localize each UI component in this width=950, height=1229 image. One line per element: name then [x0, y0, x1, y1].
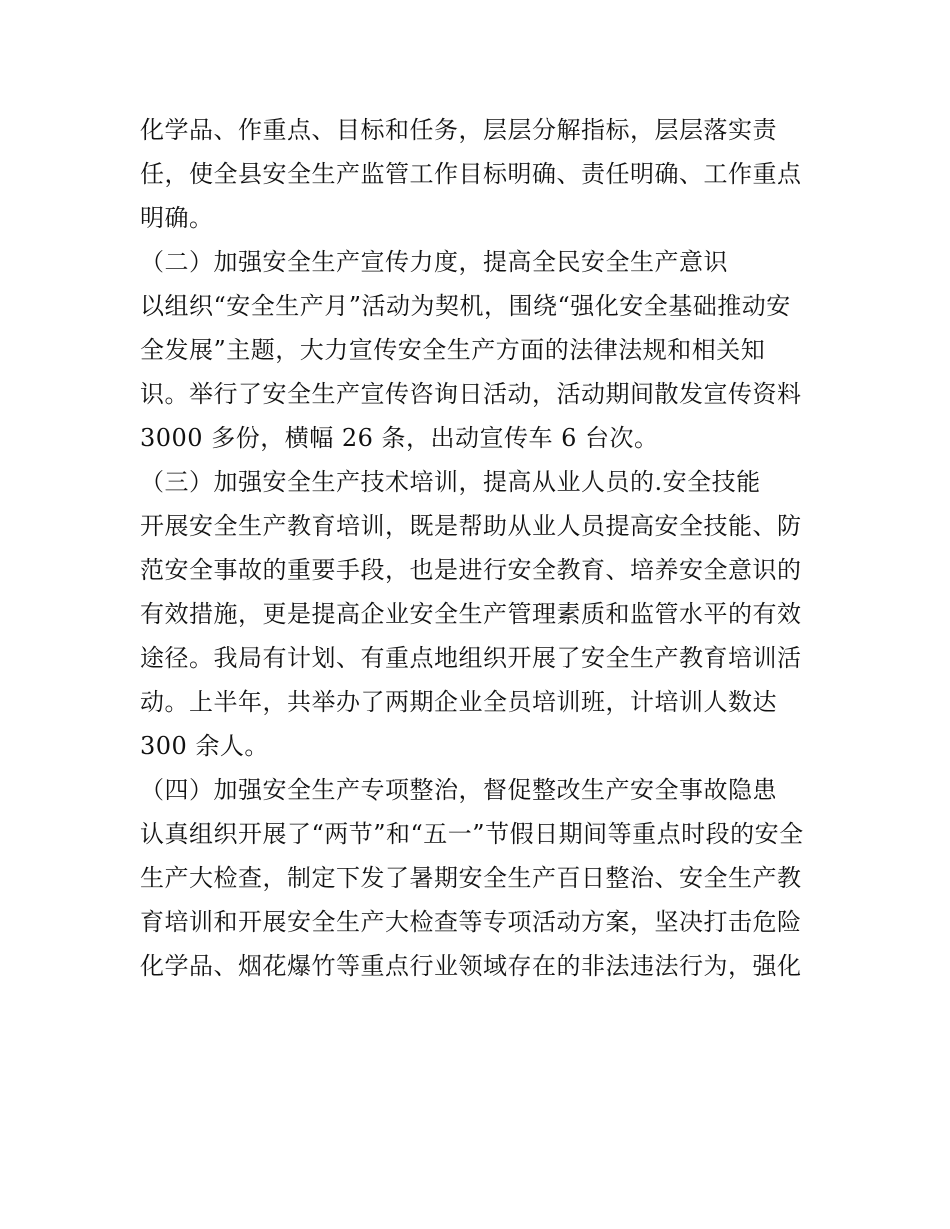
text-line: 有效措施，更是提高企业安全生产管理素质和监管水平的有效 [140, 600, 802, 628]
section-heading: （三）加强安全生产技术培训，提高从业人员的.安全技能 [140, 468, 761, 496]
section-heading: （四）加强安全生产专项整治，督促整改生产安全事故隐患 [140, 776, 777, 804]
text-line: 途径。我局有计划、有重点地组织开展了安全生产教育培训活 [140, 644, 802, 672]
text-line: 任，使全县安全生产监管工作目标明确、责任明确、工作重点 [140, 160, 802, 188]
text-line: 识。举行了安全生产宣传咨询日活动，活动期间散发宣传资料 [140, 380, 802, 408]
text-line: 开展安全生产教育培训，既是帮助从业人员提高安全技能、防 [140, 512, 802, 540]
text-line: 明确。 [140, 204, 214, 232]
text-line: 以组织“安全生产月”活动为契机，围绕“强化安全基础推动安 [140, 292, 791, 320]
text-line: 认真组织开展了“两节”和“五一”节假日期间等重点时段的安全 [140, 820, 804, 848]
text-line: 300 余人。 [140, 732, 269, 760]
text-line: 范安全事故的重要手段，也是进行安全教育、培养安全意识的 [140, 556, 802, 584]
text-line: 动。上半年，共举办了两期企业全员培训班，计培训人数达 [140, 688, 777, 716]
text-line: 3000 多份，横幅 26 条，出动宣传车 6 台次。 [140, 424, 659, 452]
text-line: 全发展”主题，大力宣传安全生产方面的法律法规和相关知 [140, 336, 766, 364]
text-line: 化学品、作重点、目标和任务，层层分解指标，层层落实责 [140, 116, 777, 144]
text-line: 生产大检查，制定下发了暑期安全生产百日整治、安全生产教 [140, 864, 802, 892]
section-heading: （二）加强安全生产宣传力度，提高全民安全生产意识 [140, 248, 728, 276]
text-line: 育培训和开展安全生产大检查等专项活动方案，坚决打击危险 [140, 908, 802, 936]
text-line: 化学品、烟花爆竹等重点行业领域存在的非法违法行为，强化 [140, 952, 802, 980]
document-body [140, 108, 820, 988]
